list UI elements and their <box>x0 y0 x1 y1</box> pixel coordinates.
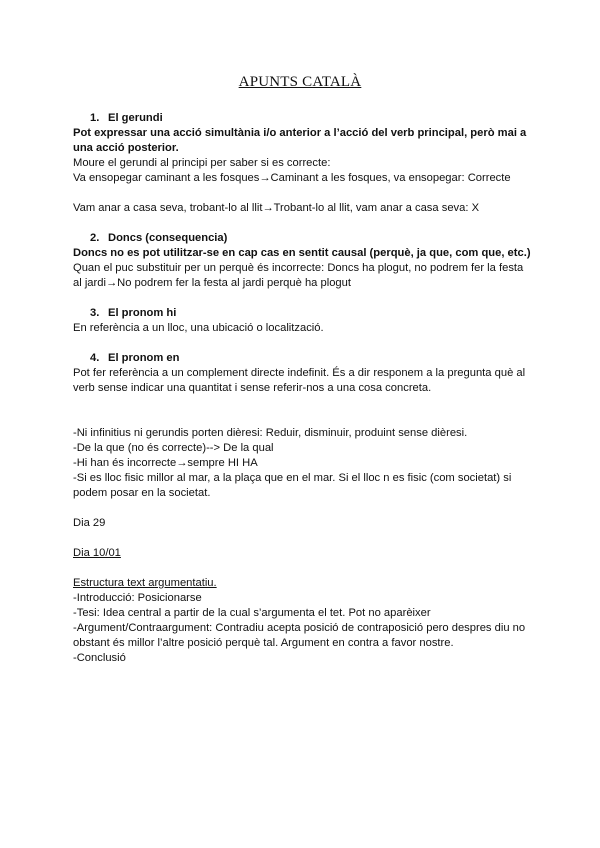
structure-item: -Introducció: Posicionarse <box>73 592 202 604</box>
section-bold-text: Doncs no es pot utilitzar-se en cap cas en sentit causal (perquè, ja que, com que, etc.) <box>73 247 531 259</box>
paragraph: En referència a un lloc, una ubicació o localització. <box>73 322 324 334</box>
section-heading-pronom-hi: 3. El pronom hi <box>90 307 177 319</box>
paragraph: Pot fer referència a un complement directe indefinit. És a dir responem a la pregunta què al verb sense indicar una quantitat i sense referir-nos a una cosa concreta. <box>73 367 526 394</box>
paragraph: Va ensopegar caminant a les fosques→Caminant a les fosques, va ensopegar: Correcte <box>73 172 511 184</box>
page-title: APUNTS CATALÀ <box>238 74 362 90</box>
note-line: -Hi han és incorrecte→sempre HI HA <box>73 457 258 469</box>
structure-heading: Estructura text argumentatiu. <box>73 577 217 589</box>
section-bold-text: Pot expressar una acció simultània i/o anterior a l’acció del verb principal, però mai a una acció posterior. <box>73 127 527 154</box>
paragraph: Moure el gerundi al principi per saber si es correcte: <box>73 157 331 169</box>
structure-item: -Conclusió <box>73 652 126 664</box>
section-heading-pronom-en: 4. El pronom en <box>90 352 180 364</box>
structure-item: -Argument/Contraargument: Contradiu acepta posició de contraposició pero despres diu no obstant és millor l’altre posició perquè tal. Argument en contra a favor nostre. <box>73 622 526 649</box>
section-heading-gerundi: 1. El gerundi <box>90 112 163 124</box>
document-body <box>73 111 533 666</box>
paragraph: Vam anar a casa seva, trobant-lo al llit→Trobant-lo al llit, vam anar a casa seva: X <box>73 202 480 214</box>
date-heading-dia-10-01: Dia 10/01 <box>73 547 121 559</box>
paragraph: Quan el puc substituir per un perquè és incorrecte: Doncs ha plogut, no podrem fer la festa al jardi→No podrem fer la festa al jardi perquè ha plogut <box>73 262 524 289</box>
date-heading-dia-29: Dia 29 <box>73 517 106 529</box>
structure-item: -Tesi: Idea central a partir de la cual s’argumenta el tet. Pot no aparèixer <box>73 607 431 619</box>
section-heading-doncs: 2. Doncs (consequencia) <box>90 232 228 244</box>
note-line: -Si es lloc fisic millor al mar, a la plaça que en el mar. Si el lloc n es fisic (com societat) si podem posar en la societat. <box>73 472 512 499</box>
note-line: -De la que (no és correcte)--> De la qual <box>73 442 274 454</box>
note-line: -Ni infinitius ni gerundis porten dièresi: Reduir, disminuir, produint sense dièresi. <box>73 427 468 439</box>
